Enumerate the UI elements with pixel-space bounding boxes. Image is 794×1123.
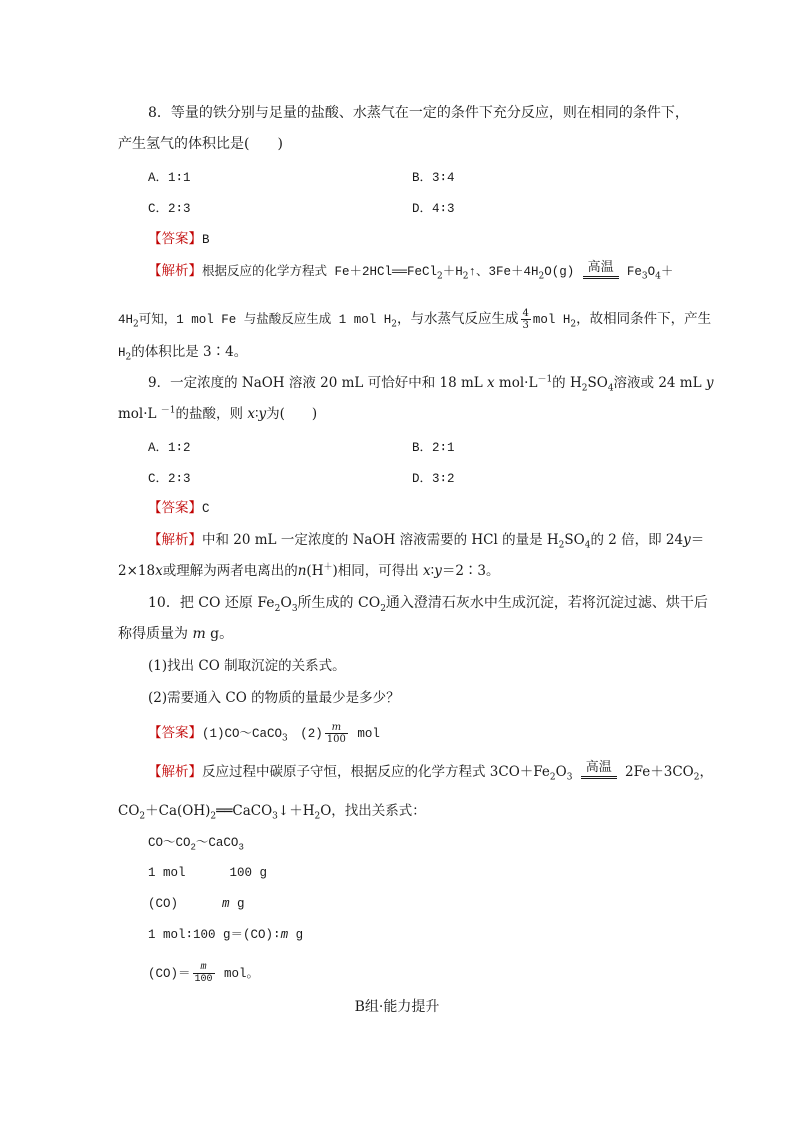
- q8-analysis-line2: $4H_2$可知，1 mol Fe 与盐酸反应生成 1 mol $H_2$，与水蒸气反应生成 $\frac{4}{3}$ mol $H_2$，故相同条件下，产生: [118, 308, 712, 331]
- answer-tag: 【答案】: [148, 231, 202, 247]
- q10-result: (CO)＝ $\frac{m}{100}$ mol。: [148, 962, 260, 985]
- q9-analysis-line2: 2×18x或理解为两者电离出的n(H＋)相同，可得出 x∶y＝2∶3。: [118, 562, 500, 579]
- q10-analysis-line2: $CO_2+Ca(OH)_2══CaCO_3↓+H_2O$，找出关系式：: [118, 803, 426, 822]
- q9-answer: [148, 499, 210, 518]
- answer-tag: 【答案】: [148, 725, 202, 741]
- answer-value: B: [202, 233, 210, 247]
- fraction-4-3: $\frac{4}{3}$: [522, 308, 529, 331]
- analysis-tag: 【解析】: [148, 764, 202, 780]
- q9-option-a: A．1∶2: [148, 441, 191, 455]
- section-heading: B组·能力提升: [354, 999, 440, 1015]
- q10-stem-line2: 称得质量为 m g。: [118, 626, 234, 642]
- analysis-tag: 【解析】: [148, 532, 202, 548]
- q10-part2: (2)需要通入 CO 的物质的量最少是多少？: [148, 690, 400, 706]
- q9-option-d: D．3∶2: [412, 472, 455, 486]
- q8-option-b: B．3∶4: [412, 171, 455, 185]
- fraction-m-100: $\frac{m}{100}$: [194, 962, 213, 985]
- q10-relation-quantities: 1 mol 100 g: [148, 866, 268, 880]
- q8-analysis-line3: $H_2$的体积比是 3∶4。: [118, 344, 248, 363]
- answer-value: C: [202, 502, 210, 516]
- q8-stem-line1: 8．等量的铁分别与足量的盐酸、水蒸气在一定的条件下充分反应，则在相同的条件下，: [148, 105, 689, 121]
- q8-option-d: D．4∶3: [412, 202, 455, 216]
- q10-answer: 【答案】(1)CO～CaCO$_3$ (2) $\frac{m}{100}$ mol: [148, 722, 380, 745]
- q9-stem-line2: mol·L $^{-1}$的盐酸，则 x∶y为( ): [118, 405, 318, 422]
- q8-option-c: C．2∶3: [148, 202, 191, 216]
- analysis-tag: 【解析】: [148, 263, 202, 279]
- q8-analysis-line1: 【解析】根据反应的化学方程式 $Fe+2HCl══FeCl_2+H_2↑$、$3Fe+4H_2O(g)$ 高温 $Fe_3O_4+$: [148, 260, 674, 282]
- reaction-condition-arrow: 高温: [581, 760, 617, 779]
- q9-option-b: B．2∶1: [412, 441, 455, 455]
- q9-stem-line1: 9．一定浓度的 NaOH 溶液 20 mL 可恰好中和 18 mL x $mol\cdot L^{-1}$的 $H_2SO_4$溶液或 24 mL y: [148, 374, 714, 394]
- q10-relation-line: $CO\sim CO_2\sim CaCO_3$: [148, 836, 244, 853]
- q9-option-c: C．2∶3: [148, 472, 191, 486]
- reaction-condition-arrow: 高温: [583, 260, 619, 279]
- q9-analysis-line1: 【解析】中和 20 mL 一定浓度的 NaOH 溶液需要的 HCl 的量是 $H_2SO_4$的 2 倍，即 24y＝: [148, 532, 705, 551]
- q10-proportion: 1 mol∶100 g＝(CO)∶m g: [148, 928, 304, 942]
- q10-stem-line1: 10．把 CO 还原 $Fe_2O_3$所生成的 $CO_2$通入澄清石灰水中生成沉淀，若将沉淀过滤、烘干后: [148, 595, 708, 614]
- q10-analysis-line1: 【解析】反应过程中碳原子守恒，根据反应的化学方程式 $3CO+Fe_2O_3$ 高温 $2Fe+3CO_2$，: [148, 760, 713, 783]
- q8-stem-line2: 产生氢气的体积比是( ): [118, 136, 283, 152]
- fraction-m-100: $\frac{m}{100}$: [326, 722, 346, 745]
- q10-relation-unknowns: (CO) m g: [148, 897, 245, 911]
- answer-tag: 【答案】: [148, 500, 202, 516]
- q8-answer: [148, 230, 210, 249]
- q10-part1: (1)找出 CO 制取沉淀的关系式。: [148, 658, 346, 674]
- q8-option-a: A．1∶1: [148, 171, 191, 185]
